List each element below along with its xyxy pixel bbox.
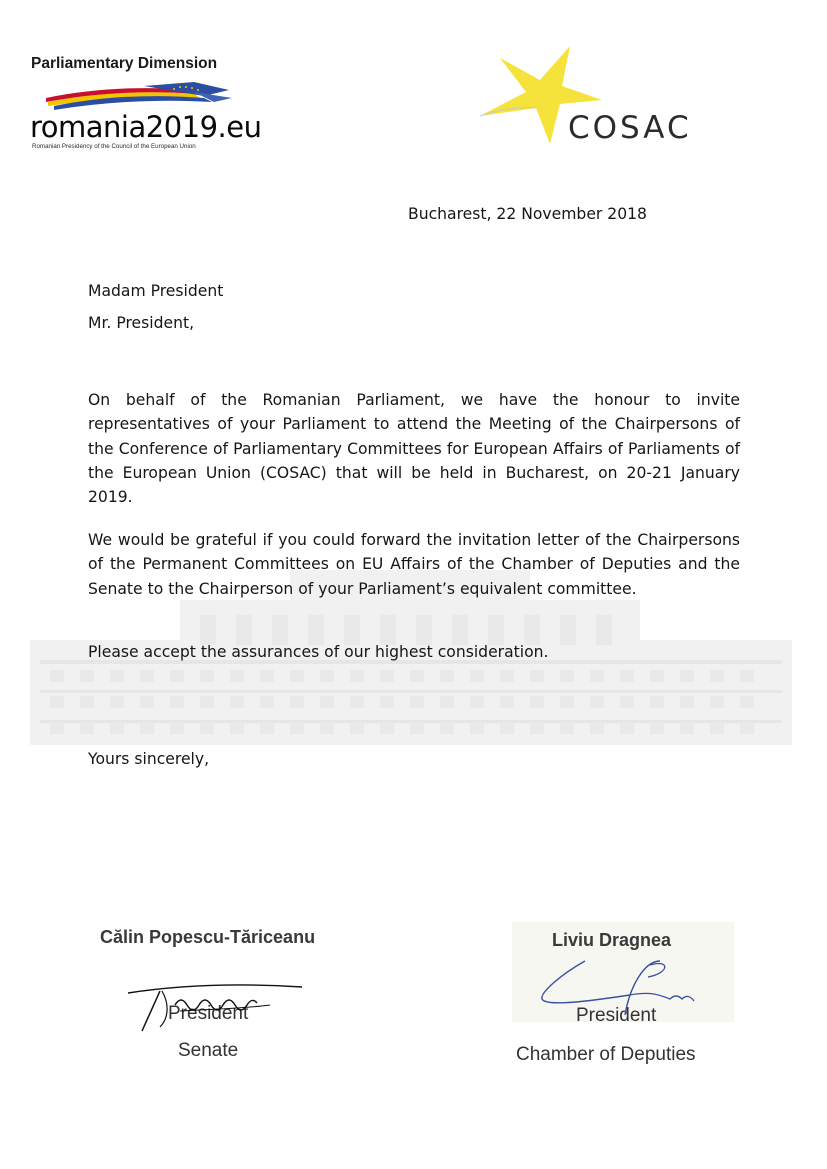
cosac-logo-text: COSAC [568,110,692,146]
romania2019-tagline: Romanian Presidency of the Council of the European Union [32,143,196,150]
left-signatory-institution: Senate [178,1040,239,1061]
parliamentary-dimension-title: Parliamentary Dimension [31,55,218,72]
left-signatory-title: President [168,1003,249,1024]
right-signatory-title: President [576,1005,657,1026]
right-handwritten-signature [530,955,710,1025]
salutation-line-2: Mr. President, [88,314,195,332]
right-signatory-institution: Chamber of Deputies [516,1044,696,1065]
right-signatory-name: Liviu Dragnea [552,930,672,950]
body-paragraph: On behalf of the Romanian Parliament, we have the honour to invite representatives of your Parliament to attend the Meeting of the Chairpersons of the Conference of Parliamentary Committees for European Affairs of Parliaments of the European Union (COSAC) that will be held in Bucharest, on 20-21 January 2019. [88,391,740,507]
left-signatory-name: Călin Popescu-Tăriceanu [100,927,316,947]
romania2019-wordmark: romania2019.eu [30,110,262,144]
romania2019-swoosh-logo [44,80,234,112]
closing-line: Yours sincerely, [88,750,210,768]
body-paragraph: We would be grateful if you could forward the invitation letter of the Chairpersons of the Permanent Committees on EU Affairs of the Chamber of Deputies and the Senate to the Chairperson of your Parliament’s equivalent committee. [88,531,740,598]
left-handwritten-signature [120,975,310,1035]
body-paragraph: Please accept the assurances of our highest consideration. [88,643,549,661]
salutation-line-1: Madam President [88,282,224,300]
date-line: Bucharest, 22 November 2018 [408,205,647,223]
